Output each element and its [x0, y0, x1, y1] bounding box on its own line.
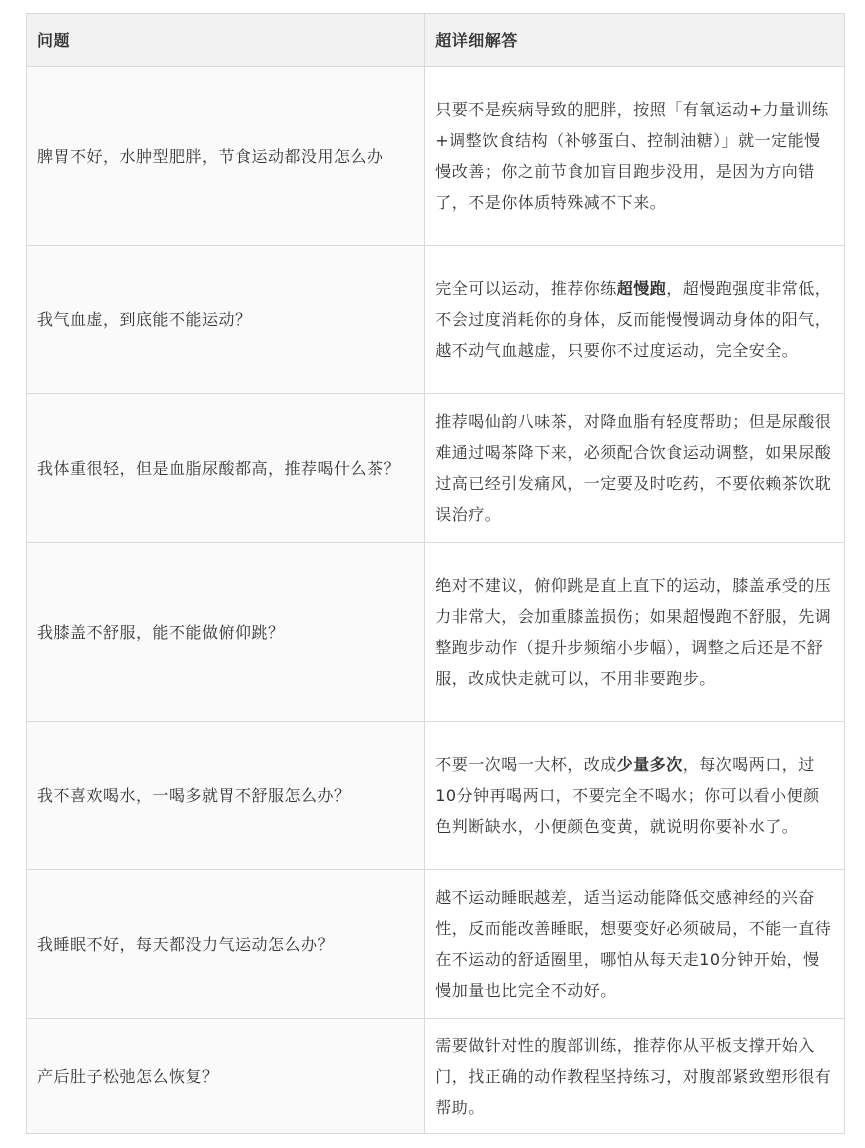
- answer-cell: [425, 67, 845, 246]
- qa-table: [26, 13, 845, 1134]
- answer-text: 越不运动睡眠越差，适当运动能降低交感神经的兴奋性，反而能改善睡眠，想要变好必须破局，不能一直待在不运动的舒适圈里，哪怕从每天走10分钟开始，慢慢加量也比完全不动好。: [435, 888, 832, 1000]
- answer-text: 绝对不建议，俯仰跳是直上直下的运动，膝盖承受的压力非常大，会加重膝盖损伤；如果超慢跑不舒服，先调整跑步动作（提升步频缩小步幅），调整之后还是不舒服，改成快走就可以，不用非要跑步。: [435, 576, 832, 688]
- table-row: [27, 246, 845, 394]
- answer-text: 不要一次喝一大杯，改成: [435, 755, 617, 774]
- table-body: [27, 67, 845, 1134]
- question-cell: 产后肚子松弛怎么恢复？: [27, 1019, 425, 1134]
- question-cell: 我不喜欢喝水，一喝多就胃不舒服怎么办？: [27, 722, 425, 870]
- answer-cell: [425, 246, 845, 394]
- answer-text: ，超慢跑强度非常低，不会过度消耗你的身体，反而能慢慢调动身体的阳气，越不动气血越虚，只要你不过度运动，完全安全。: [435, 279, 832, 360]
- question-cell: 我睡眠不好，每天都没力气运动怎么办？: [27, 870, 425, 1019]
- question-cell: 我膝盖不舒服，能不能做俯仰跳？: [27, 543, 425, 722]
- question-cell: 脾胃不好，水肿型肥胖，节食运动都没用怎么办: [27, 67, 425, 246]
- header-answer: 超详细解答: [425, 14, 845, 67]
- answer-text: 完全可以运动，推荐你练: [435, 279, 617, 298]
- answer-emphasis: 少量多次: [616, 755, 683, 774]
- answer-text: ，每次喝两口，过10分钟再喝两口，不要完全不喝水；你可以看小便颜色判断缺水，小便颜色变黄，就说明你要补水了。: [435, 755, 820, 836]
- header-question: 问题: [27, 14, 425, 67]
- answer-cell: [425, 870, 845, 1019]
- table-header-row: [27, 14, 845, 67]
- answer-text: 只要不是疾病导致的肥胖，按照「有氧运动+力量训练+调整饮食结构（补够蛋白、控制油糖）」就一定能慢慢改善；你之前节食加盲目跑步没用，是因为方向错了，不是你体质特殊减不下来。: [435, 100, 829, 212]
- answer-cell: [425, 394, 845, 543]
- answer-cell: [425, 1019, 845, 1134]
- answer-text: 推荐喝仙韵八味茶，对降血脂有轻度帮助；但是尿酸很难通过喝茶降下来，必须配合饮食运动调整，如果尿酸过高已经引发痛风，一定要及时吃药，不要依赖茶饮耽误治疗。: [435, 412, 832, 524]
- answer-cell: [425, 722, 845, 870]
- table-row: [27, 67, 845, 246]
- table-row: [27, 394, 845, 543]
- table-row: [27, 722, 845, 870]
- table-row: [27, 1019, 845, 1134]
- question-cell: 我体重很轻，但是血脂尿酸都高，推荐喝什么茶？: [27, 394, 425, 543]
- question-cell: 我气血虚，到底能不能运动？: [27, 246, 425, 394]
- answer-text: 需要做针对性的腹部训练，推荐你从平板支撑开始入门，找正确的动作教程坚持练习，对腹部紧致塑形很有帮助。: [435, 1035, 832, 1117]
- answer-emphasis: 超慢跑: [616, 279, 667, 298]
- table-row: [27, 870, 845, 1019]
- table-row: [27, 543, 845, 722]
- answer-cell: [425, 543, 845, 722]
